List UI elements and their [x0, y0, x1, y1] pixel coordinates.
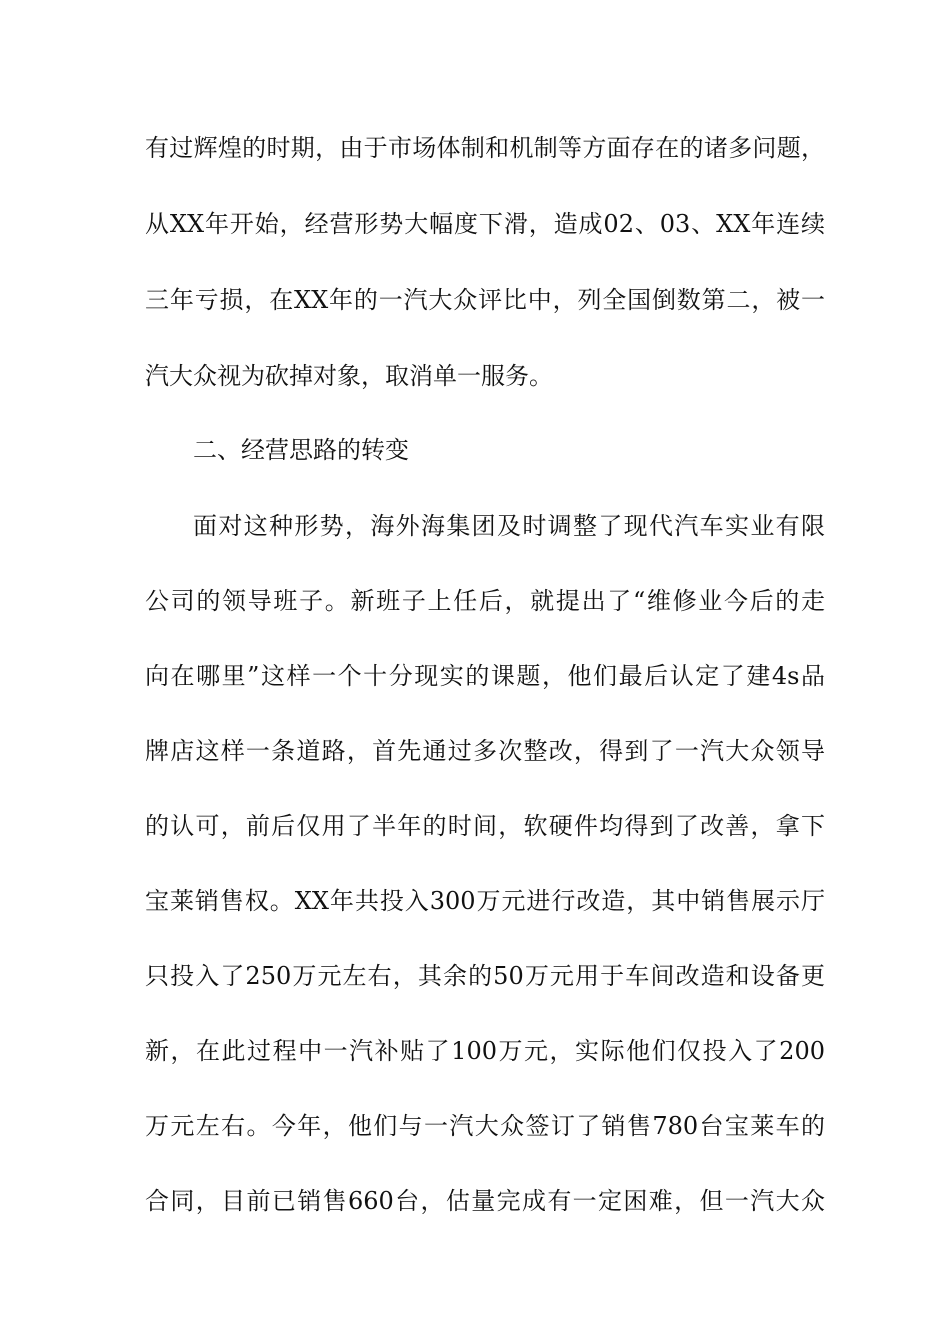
paragraph-line: 汽大众视为砍掉对象，取消单一服务。 — [145, 362, 553, 390]
paragraph-line: 三年亏损，在XX年的一汽大众评比中，列全国倒数第二，被一 — [145, 286, 825, 314]
paragraph-line: 的认可，前后仅用了半年的时间，软硬件均得到了改善，拿下 — [145, 812, 825, 840]
paragraph-line: 从XX年开始，经营形势大幅度下滑，造成02、03、XX年连续 — [145, 210, 825, 238]
paragraph-line: 公司的领导班子。新班子上任后，就提出了“维修业今后的走 — [145, 587, 825, 615]
paragraph-line: 合同，目前已销售660台，估量完成有一定困难，但一汽大众 — [145, 1187, 825, 1215]
section-heading: 二、经营思路的转变 — [193, 436, 409, 464]
paragraph-line: 面对这种形势，海外海集团及时调整了现代汽车实业有限 — [193, 512, 825, 540]
paragraph-line: 万元左右。今年，他们与一汽大众签订了销售780台宝莱车的 — [145, 1112, 825, 1140]
paragraph-line: 有过辉煌的时期，由于市场体制和机制等方面存在的诸多问题， — [145, 134, 825, 162]
paragraph-line: 新，在此过程中一汽补贴了100万元，实际他们仅投入了200 — [145, 1037, 825, 1065]
paragraph-line: 宝莱销售权。XX年共投入300万元进行改造，其中销售展示厅 — [145, 887, 825, 915]
paragraph-line: 向在哪里”这样一个十分现实的课题，他们最后认定了建4s品 — [145, 662, 825, 690]
paragraph-line: 牌店这样一条道路，首先通过多次整改，得到了一汽大众领导 — [145, 737, 825, 765]
paragraph-line: 只投入了250万元左右，其余的50万元用于车间改造和设备更 — [145, 962, 825, 990]
